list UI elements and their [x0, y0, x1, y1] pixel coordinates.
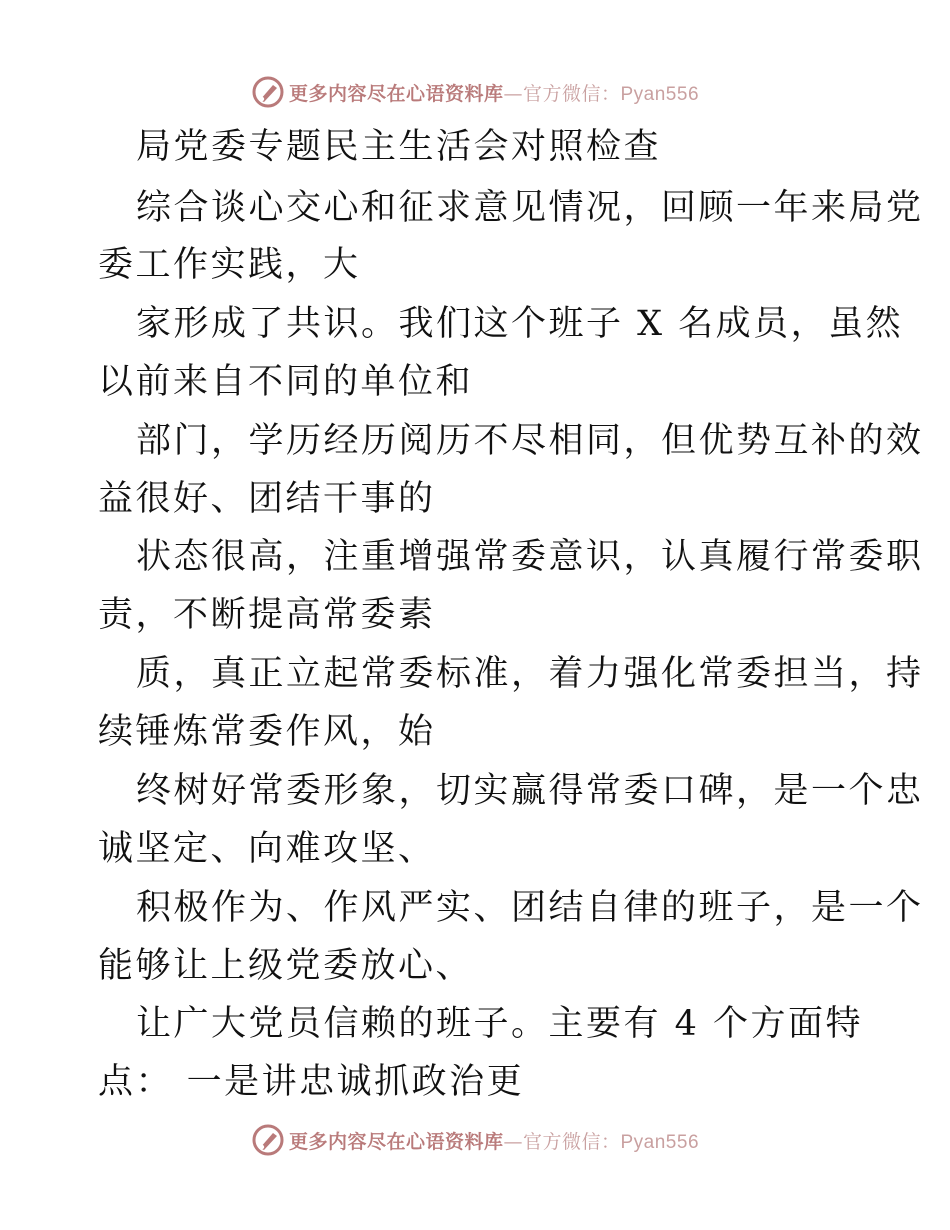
pen-nib-circle-icon — [251, 75, 285, 109]
doc-line: 状态很高，注重增强常委意识，认真履行常委职 — [136, 537, 924, 577]
doc-line: 家形成了共识。我们这个班子 X 名成员，虽然 — [136, 304, 904, 344]
doc-line: 终树好常委形象，切实赢得常委口碑，是一个忠 — [136, 771, 924, 811]
doc-line: 续锤炼常委作风，始 — [98, 712, 436, 752]
doc-line: 益很好、团结干事的 — [98, 479, 436, 519]
pen-nib-circle-icon — [251, 1123, 285, 1157]
watermark-site: 更多内容尽在心语资料库 — [288, 1130, 504, 1153]
doc-line: 部门，学历经历阅历不尽相同，但优势互补的效 — [136, 421, 924, 461]
header-watermark — [0, 72, 950, 112]
watermark-separator: — — [503, 82, 523, 105]
watermark-text — [289, 1127, 699, 1154]
watermark-separator: — — [503, 1130, 523, 1153]
doc-line: 让广大党员信赖的班子。主要有 4 个方面特 — [136, 1004, 864, 1044]
doc-line: 能够让上级党委放心、 — [98, 946, 474, 986]
doc-line: 点： 一是讲忠诚抓政治更 — [98, 1062, 525, 1102]
doc-line: 积极作为、作风严实、团结自律的班子，是一个 — [136, 888, 924, 928]
doc-line: 责，不断提高常委素 — [98, 595, 436, 635]
watermark-official: 官方微信： — [522, 1130, 621, 1153]
doc-line: 质，真正立起常委标准，着力强化常委担当，持 — [136, 654, 924, 694]
doc-line: 以前来自不同的单位和 — [98, 362, 474, 402]
watermark-id: Pyan556 — [620, 83, 700, 105]
doc-title: 局党委专题民主生活会对照检查 — [136, 127, 662, 167]
watermark-site: 更多内容尽在心语资料库 — [288, 82, 504, 105]
doc-line: 委工作实践，大 — [98, 245, 361, 285]
watermark-id: Pyan556 — [620, 1131, 700, 1153]
doc-line: 综合谈心交心和征求意见情况，回顾一年来局党 — [136, 188, 924, 228]
watermark-text — [289, 79, 699, 106]
doc-line: 诚坚定、向难攻坚、 — [98, 829, 436, 869]
watermark-official: 官方微信： — [522, 82, 621, 105]
footer-watermark — [0, 1120, 950, 1160]
